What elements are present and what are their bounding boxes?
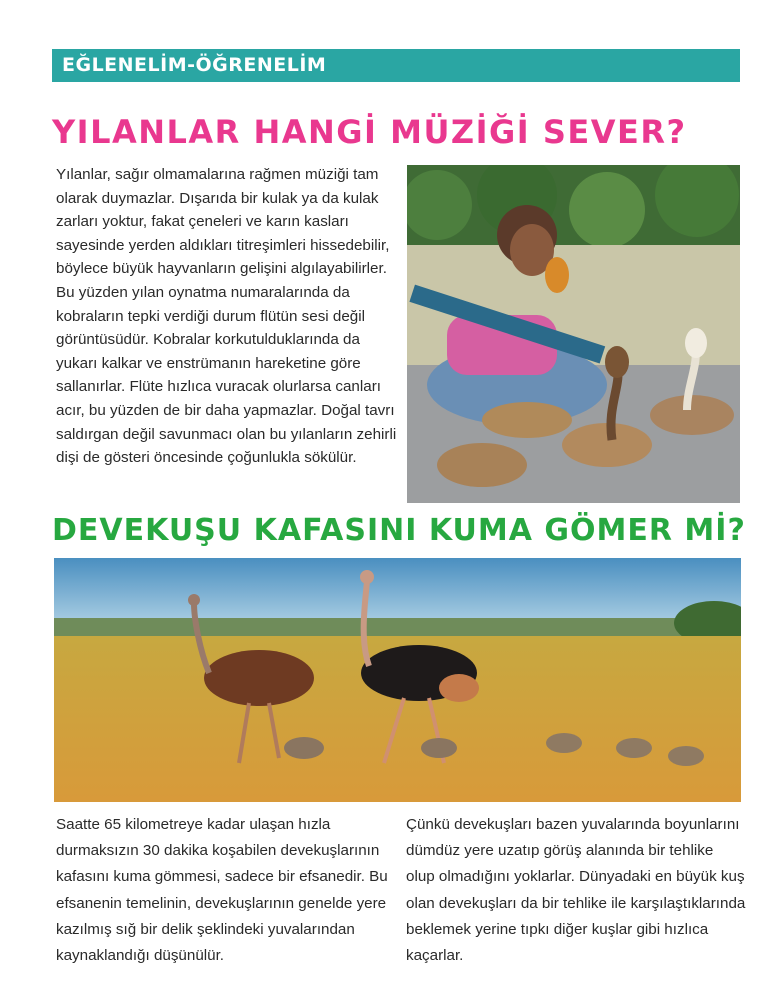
ostrich-heading: DEVEKUŞU KAFASINI KUMA GÖMER Mİ? — [52, 513, 746, 548]
ostrich-photo — [54, 558, 741, 802]
snake-heading: YILANLAR HANGİ MÜZİĞİ SEVER? — [52, 113, 687, 151]
snake-charmer-photo — [407, 165, 740, 503]
ostrich-paragraph-right: Çünkü devekuşları bazen yuvalarında boyunlarını dümdüz yere uzatıp görüş alanında bir tehlike olup olmadığını yoklarlar. Dünyadaki en büyük kuş olan devekuşları da bir tehlike ile karşılaştıklarında beklemek yerine tıpkı diğer kuşlar gibi hızlıca kaçarlar. — [406, 816, 746, 965]
banner-title: EĞLENELİM-ÖĞRENELİM — [62, 54, 327, 76]
section-banner — [52, 49, 740, 82]
ostrich-paragraph-left: Saatte 65 kilometreye kadar ulaşan hızla durmaksızın 30 dakika koşabilen devekuşlarının kafasını kuma gömmesi, sadece bir efsanedir. Bu efsanenin temelinin, devekuşlarının genelde yere kazılmış sığ bir delik şeklindeki yuvalarından kaynaklandığı düşünülür. — [56, 816, 388, 965]
snake-paragraph: Yılanlar, sağır olmamalarına rağmen müziği tam olarak duymazlar. Dışarıda bir kulak ya da kulak zarları yoktur, fakat çeneleri ve karın kasları sayesinde yerden aldıkları titreşimleri hissedebilir, böylece büyük hayvanların gelişini algılayabilirler. Bu yüzden yılan oynatma numaralarında da kobraların tepki verdiği durum flütün sesi değil görüntüsüdür. Kobralar korkutulduklarında da yukarı kalkar ve enstrümanın hareketine göre sallanırlar. Flüte hızlıca vuracak olurlarsa canları acır, bu yüzden de bir daha yapmazlar. Doğal tavrı saldırgan değil savunmacı olan bu yılanların zehirli dişi de gösteri öncesinde çoğunlukla sökülür. — [56, 166, 397, 467]
